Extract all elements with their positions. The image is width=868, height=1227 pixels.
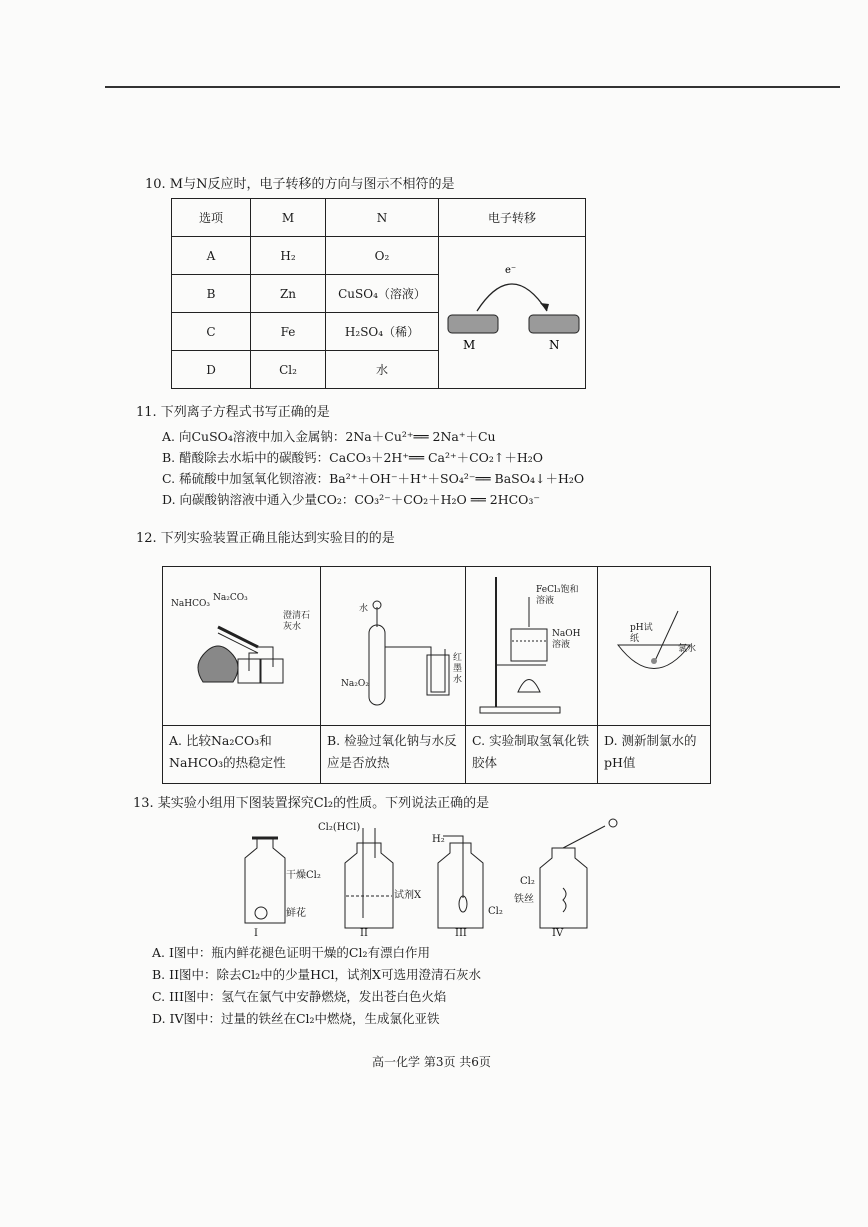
q11-option-a: A. 向CuSO₄溶液中加入金属钠：2Na＋Cu²⁺══ 2Na⁺＋Cu bbox=[162, 429, 496, 444]
q11-option-c: C. 稀硫酸中加氢氧化钡溶液：Ba²⁺＋OH⁻＋H⁺＋SO₄²⁻══ BaSO₄↓＋H₂O bbox=[162, 471, 585, 486]
q10-row-d-m: Cl₂ bbox=[251, 351, 326, 389]
q12-cell-b bbox=[321, 567, 466, 783]
q12-caption-c: C. 实验制取氢氧化铁胶体 bbox=[466, 725, 597, 783]
label-cl2-iii: Cl₂ bbox=[488, 906, 503, 917]
label-reagent-x: 试剂X bbox=[394, 890, 422, 901]
label-nahco3: NaHCO₃ bbox=[171, 599, 210, 609]
label-na2o2: Na₂O₂ bbox=[341, 679, 369, 689]
q12-cell-c bbox=[466, 567, 598, 783]
q10-row-d-n: 水 bbox=[326, 351, 439, 389]
q11-option-b: B. 醋酸除去水垢中的碳酸钙：CaCO₃＋2H⁺══ Ca²⁺＋CO₂↑＋H₂O bbox=[162, 450, 544, 465]
label-cl2-hcl: Cl₂(HCl) bbox=[318, 822, 361, 833]
electron-transfer-diagram bbox=[439, 237, 585, 385]
n-block bbox=[529, 315, 579, 333]
q11-option-d: D. 向碳酸钠溶液中通入少量CO₂：CO₃²⁻＋CO₂＋H₂O ══ 2HCO₃⁻ bbox=[162, 492, 541, 507]
q12-stem: 12. 下列实验装置正确且能达到实验目的的是 bbox=[136, 531, 395, 546]
q12-cell-d bbox=[598, 567, 710, 783]
label-iron-wire: 铁丝 bbox=[514, 894, 534, 905]
q12-cell-a bbox=[163, 567, 321, 783]
q10-row-a-m: H₂ bbox=[251, 237, 326, 275]
q13-option-a: A. I图中：瓶内鲜花褪色证明干燥的Cl₂有漂白作用 bbox=[152, 945, 430, 960]
q11-stem: 11. 下列离子方程式书写正确的是 bbox=[136, 405, 330, 420]
q10-row-a-n: O₂ bbox=[326, 237, 439, 275]
q12-apparatus-grid bbox=[162, 566, 711, 784]
label-dry-cl2: 干燥Cl₂ bbox=[286, 870, 321, 881]
label-h2: H₂ bbox=[432, 834, 445, 845]
label-chlorine-water: 氯水 bbox=[678, 644, 697, 654]
q10-header-transfer: 电子转移 bbox=[439, 199, 586, 237]
q13-option-b: B. II图中：除去Cl₂中的少量HCl，试剂X可选用澄清石灰水 bbox=[152, 967, 481, 982]
q10-row-d-opt: D bbox=[172, 351, 251, 389]
label-water: 水 bbox=[359, 604, 369, 614]
q13-option-c: C. III图中：氢气在氯气中安静燃烧，发出苍白色火焰 bbox=[152, 989, 447, 1004]
bottle-i bbox=[245, 838, 285, 923]
q10-header-option: 选项 bbox=[172, 199, 251, 237]
q10-diagram-cell bbox=[439, 237, 586, 389]
label-flower: 鲜花 bbox=[286, 908, 306, 919]
apparatus-a-icon bbox=[163, 567, 321, 725]
page-footer: 高一化学 第3页 共6页 bbox=[372, 1055, 491, 1069]
q13-stem: 13. 某实验小组用下图装置探究Cl₂的性质。下列说法正确的是 bbox=[133, 796, 490, 811]
label-red-ink: 红墨水 bbox=[453, 653, 463, 685]
roman-i: I bbox=[254, 928, 258, 939]
q10-row-b-n: CuSO₄（溶液） bbox=[326, 275, 439, 313]
q10-row-b-opt: B bbox=[172, 275, 251, 313]
electron-label: e⁻ bbox=[505, 265, 517, 276]
roman-ii: II bbox=[360, 928, 368, 939]
q13-option-d: D. IV图中：过量的铁丝在Cl₂中燃烧，生成氯化亚铁 bbox=[152, 1011, 440, 1026]
label-naoh: NaOH溶液 bbox=[552, 629, 581, 650]
apparatus-b-icon bbox=[321, 567, 466, 725]
m-block bbox=[448, 315, 498, 333]
q10-row-c-n: H₂SO₄（稀） bbox=[326, 313, 439, 351]
n-label: N bbox=[549, 338, 560, 352]
q10-table bbox=[171, 198, 586, 389]
electron-arrow-curve bbox=[477, 284, 547, 311]
q10-header-n: N bbox=[326, 199, 439, 237]
m-label: M bbox=[463, 338, 476, 352]
roman-iii: III bbox=[455, 928, 467, 939]
q10-row-a-opt: A bbox=[172, 237, 251, 275]
q12-caption-a: A. 比较Na₂CO₃和NaHCO₃的热稳定性 bbox=[163, 725, 320, 783]
header-rule bbox=[105, 86, 840, 88]
label-limewater: 澄清石灰水 bbox=[283, 611, 311, 632]
q12-caption-b: B. 检验过氧化钠与水反应是否放热 bbox=[321, 725, 465, 783]
label-cl2-iv: Cl₂ bbox=[520, 876, 535, 887]
electron-arrow-head bbox=[540, 303, 549, 311]
q10-header-m: M bbox=[251, 199, 326, 237]
q10-stem: 10. M与N反应时，电子转移的方向与图示不相符的是 bbox=[145, 177, 455, 192]
label-ph-paper: pH试纸 bbox=[630, 623, 653, 644]
bottle-iii bbox=[438, 843, 483, 928]
q10-row-c-m: Fe bbox=[251, 313, 326, 351]
roman-iv: IV bbox=[552, 928, 564, 939]
flower-icon bbox=[255, 907, 267, 919]
q12-caption-d: D. 测新制氯水的pH值 bbox=[598, 725, 710, 783]
q10-row-c-opt: C bbox=[172, 313, 251, 351]
label-na2co3: Na₂CO₃ bbox=[213, 593, 248, 603]
q10-row-b-m: Zn bbox=[251, 275, 326, 313]
bottle-ii bbox=[345, 843, 393, 928]
label-fecl3: FeCl₃饱和溶液 bbox=[536, 585, 579, 606]
